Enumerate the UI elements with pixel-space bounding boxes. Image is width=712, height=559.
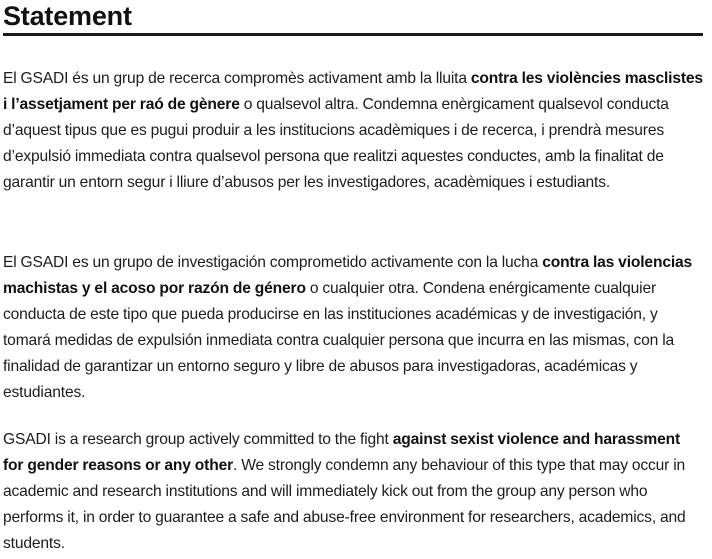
paragraph-text: El GSADI és un grup de recerca compromès activament amb la lluita [3, 70, 471, 87]
paragraph-emphasis: contra las violencias machistas y el acoso por razón de género [3, 254, 693, 297]
statement-paragraph-catalan [3, 66, 703, 196]
paragraph-text: . We strongly condemn any behaviour of this type that may occur in academic and research institutions and will immediately kick out from the group any person who performs it, in order to guarantee a safe and abuse-free environment for researchers, academics, and students. [3, 457, 686, 552]
statement-page [3, 0, 703, 552]
statement-paragraph-spanish [3, 250, 703, 406]
statement-paragraph-english [3, 427, 703, 557]
page-title: Statement [3, 1, 132, 31]
paragraph-text: o qualsevol altra. Condemna enèrgicament qualsevol conducta d’aquest tipus que es pugui produir a les institucions acadèmiques i de recerca, i prendrà mesures d’expulsió immediata contra qualsevol persona que realitzi aquestes conductes, amb la finalitat de garantir un entorn segur i lliure d’abusos per les investigadores, acadèmiques i estudiants. [3, 96, 669, 191]
title-divider [3, 33, 703, 36]
paragraph-text: GSADI is a research group actively committed to the fight [3, 431, 393, 448]
paragraph-emphasis: contra les violències masclistes i l’assetjament per raó de gènere [3, 70, 703, 113]
paragraph-emphasis: against sexist violence and harassment for gender reasons or any other [3, 431, 681, 474]
paragraph-text: o cualquier otra. Condena enérgicamente cualquier conducta de este tipo que pueda producirse en las instituciones académicas y de investigación, y tomará medidas de expulsión inmediata contra cualquier persona que incurra en las mismas, con la finalidad de garantizar un entorno seguro y libre de abusos para investigadoras, académicas y estudiantes. [3, 280, 675, 401]
paragraph-text: El GSADI es un grupo de investigación comprometido activamente con la lucha [3, 254, 543, 271]
